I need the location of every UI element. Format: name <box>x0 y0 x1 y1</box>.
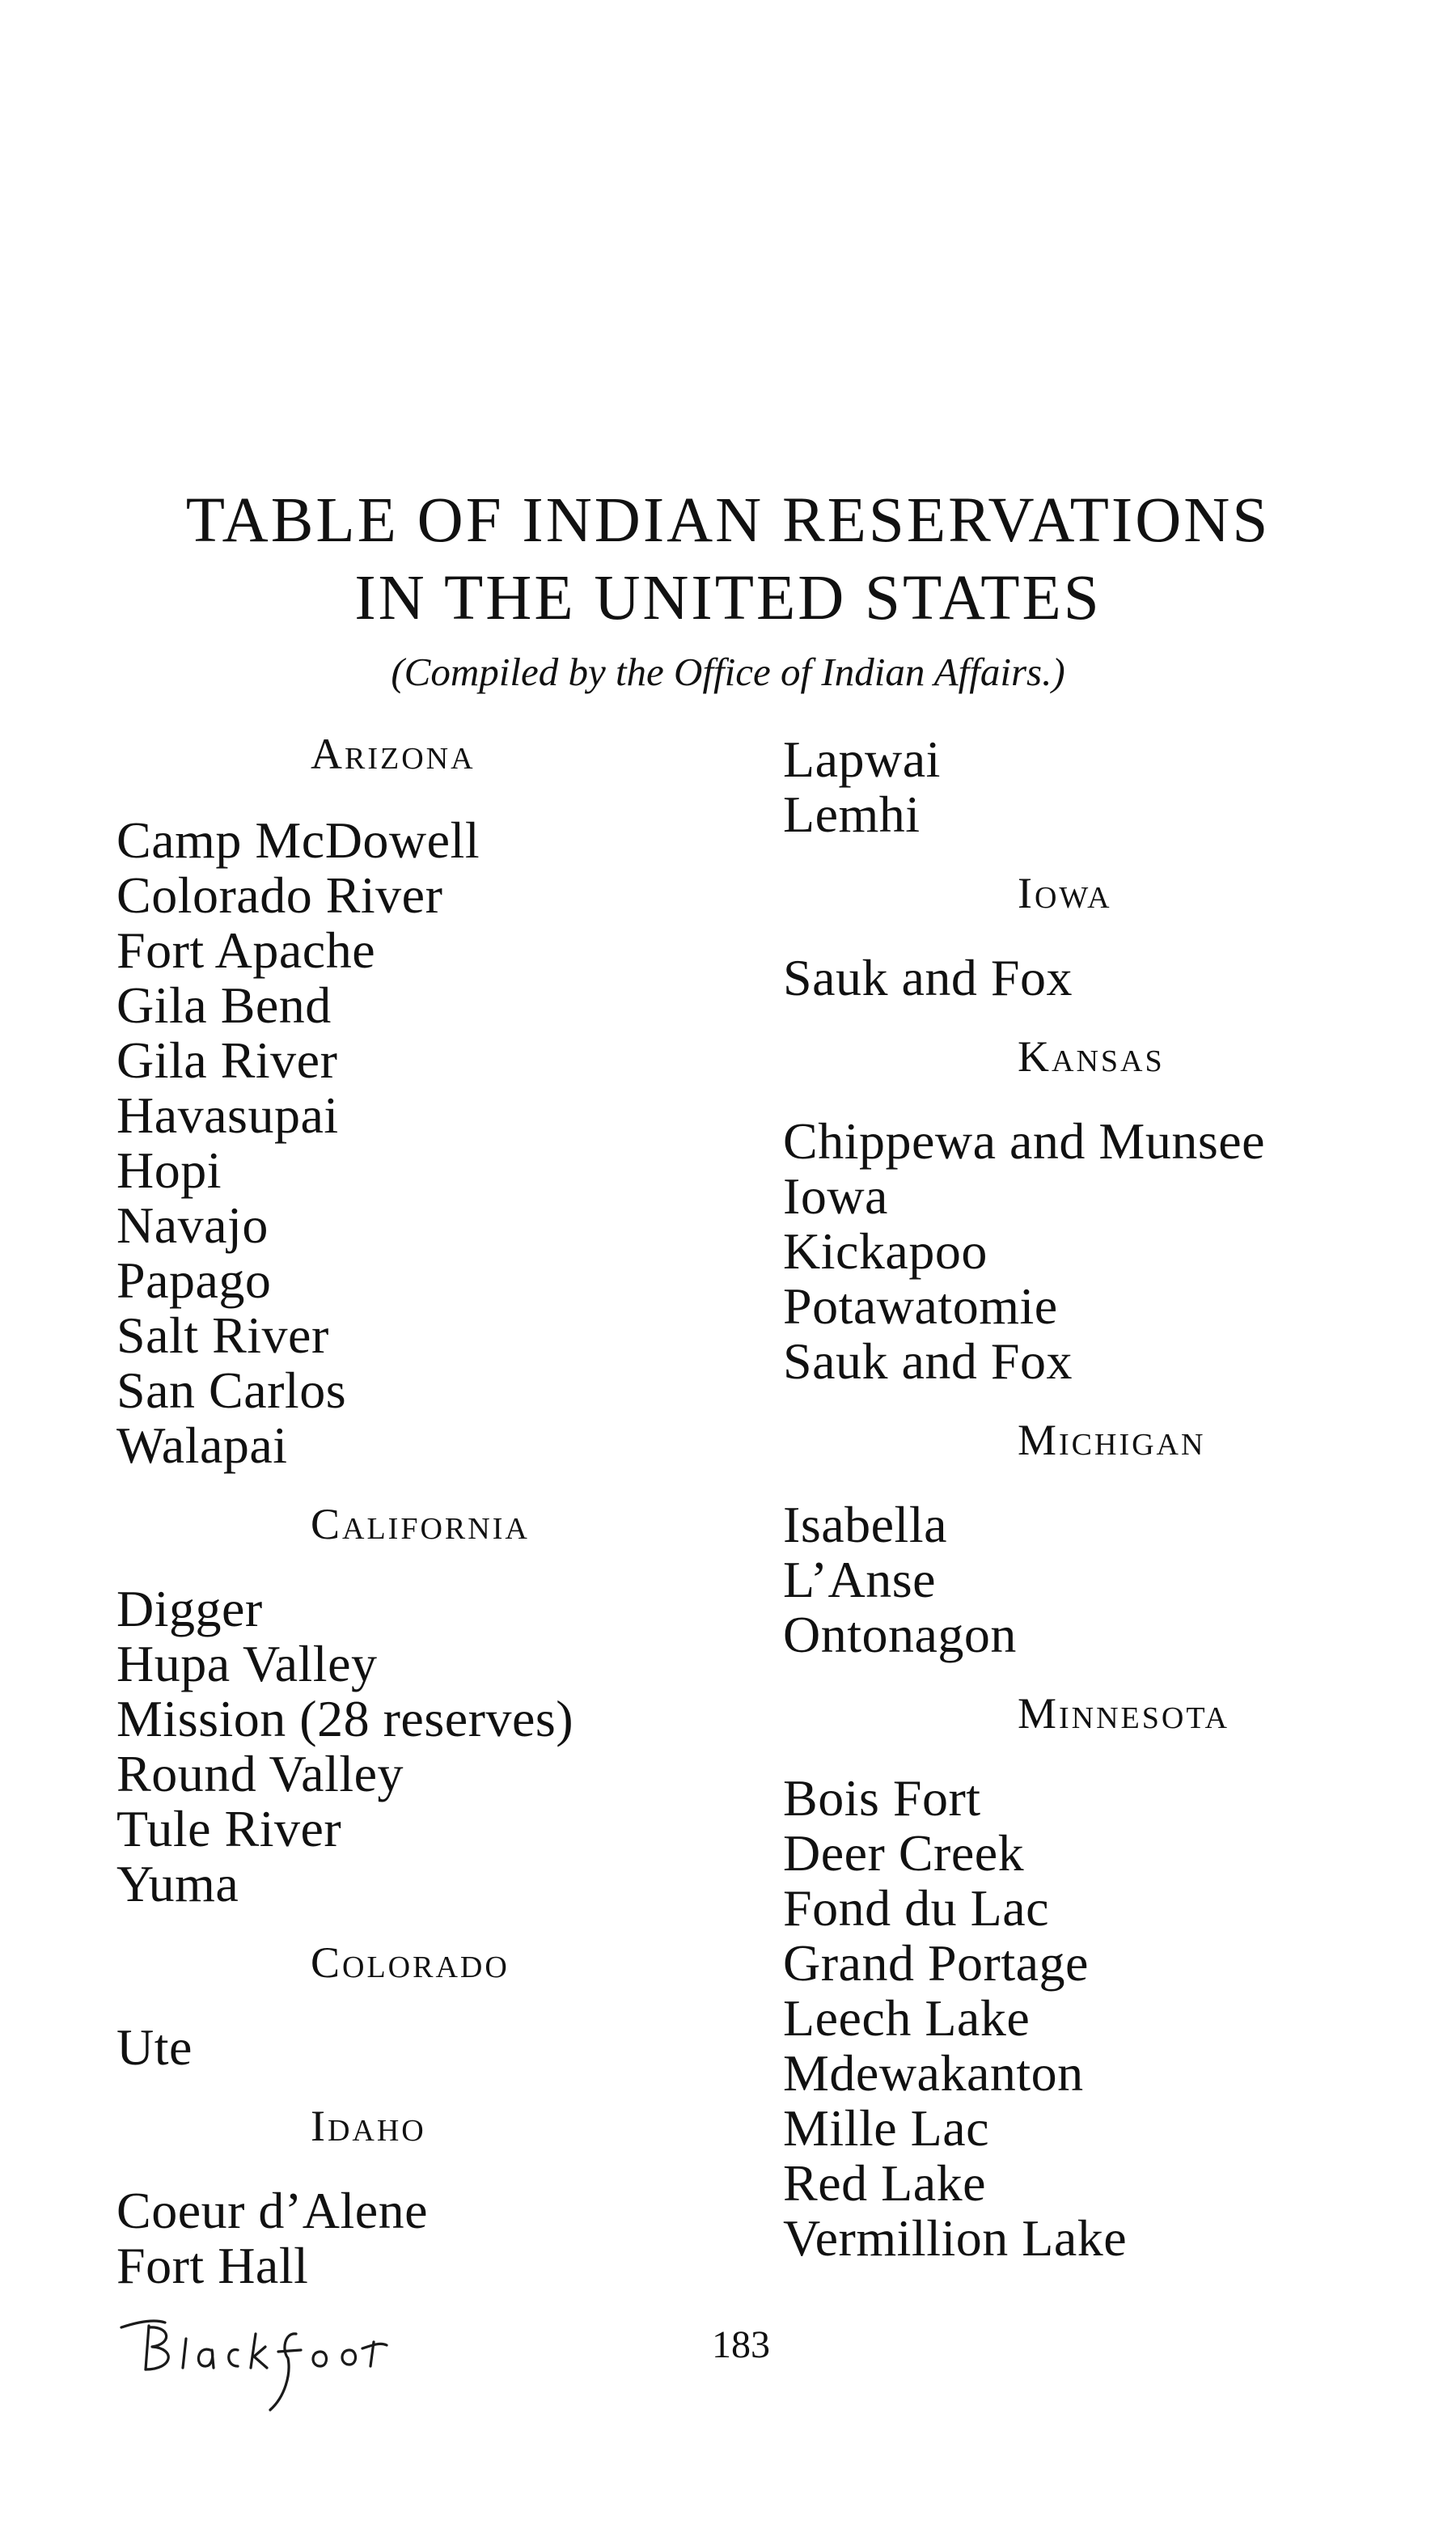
list-item: Potawatomie <box>783 1277 1058 1335</box>
state-section-california <box>116 1502 683 1912</box>
list-item: Lapwai <box>783 730 941 788</box>
list-item: Fond du Lac <box>783 1879 1049 1937</box>
state-heading-iowa: Iowa <box>1018 869 1112 917</box>
list-item: Digger <box>116 1580 263 1637</box>
list-item: Papago <box>116 1251 272 1309</box>
list-item: Vermillion Lake <box>783 2209 1128 2267</box>
list-item: Deer Creek <box>783 1824 1025 1882</box>
list-item: Hopi <box>116 1141 222 1199</box>
list-item: Fort Hall <box>116 2237 309 2294</box>
reservation-list-michigan <box>783 1497 1398 1662</box>
list-item: Yuma <box>116 1855 239 1912</box>
list-item: Sauk and Fox <box>783 949 1073 1006</box>
reservation-list-kansas <box>783 1114 1398 1389</box>
list-item: Red Lake <box>783 2154 986 2212</box>
state-section-colorado <box>116 1938 683 2076</box>
state-section-michigan <box>783 1418 1398 1662</box>
list-item: L’Anse <box>783 1551 937 1608</box>
state-heading-kansas: Kansas <box>1018 1032 1165 1081</box>
list-item: Colorado River <box>116 866 443 924</box>
state-heading-arizona: Arizona <box>311 730 476 778</box>
list-item: Walapai <box>116 1416 288 1474</box>
list-item: Havasupai <box>116 1086 339 1144</box>
list-item: Coeur d’Alene <box>116 2182 429 2239</box>
page-title-line-1: TABLE OF INDIAN RESERVATIONS <box>185 485 1271 556</box>
list-item: Round Valley <box>116 1745 404 1802</box>
reservation-list-california <box>116 1582 683 1912</box>
list-item: Ute <box>116 2018 193 2076</box>
reservation-list-idaho-continued <box>783 732 1398 842</box>
state-section-iowa <box>783 871 1398 1006</box>
list-item: Navajo <box>116 1196 269 1254</box>
list-item: Gila Bend <box>116 976 332 1034</box>
reservation-list-colorado <box>116 2020 683 2075</box>
page-number: 183 <box>712 2323 770 2366</box>
state-heading-minnesota: Minnesota <box>1018 1689 1230 1738</box>
state-heading-idaho: Idaho <box>311 2102 426 2150</box>
list-item: Grand Portage <box>783 1934 1089 1992</box>
list-item: Isabella <box>783 1496 947 1553</box>
list-item: Salt River <box>116 1306 329 1364</box>
list-item: Fort Apache <box>116 921 376 979</box>
state-heading-california: California <box>311 1500 530 1548</box>
list-item: Kickapoo <box>783 1222 988 1280</box>
reservation-list-idaho <box>116 2183 683 2293</box>
list-item: Sauk and Fox <box>783 1332 1073 1390</box>
state-section-idaho <box>116 2104 683 2293</box>
reservation-list-arizona <box>116 813 683 1473</box>
state-heading-colorado: Colorado <box>311 1938 510 1987</box>
page-title-line-2: IN THE UNITED STATES <box>354 563 1102 633</box>
list-item: Camp McDowell <box>116 811 480 869</box>
list-item: Iowa <box>783 1167 888 1225</box>
list-item: Chippewa and Munsee <box>783 1112 1266 1170</box>
list-item: Mdewakanton <box>783 2044 1084 2102</box>
state-section-minnesota <box>783 1689 1398 2267</box>
handwritten-annotation <box>116 2310 456 2415</box>
state-section-idaho-continued <box>783 732 1398 842</box>
reservation-list-iowa <box>783 951 1398 1006</box>
list-item: San Carlos <box>116 1361 347 1419</box>
left-column <box>116 732 683 2293</box>
state-heading-michigan: Michigan <box>1018 1416 1206 1464</box>
reservation-list-minnesota <box>783 1771 1398 2266</box>
state-section-arizona <box>116 732 683 1473</box>
list-item: Hupa Valley <box>116 1635 378 1692</box>
list-item: Mission (28 reserves) <box>116 1690 574 1747</box>
list-item: Tule River <box>116 1800 342 1857</box>
list-item: Lemhi <box>783 786 921 843</box>
page-subtitle: (Compiled by the Office of Indian Affairs.) <box>391 650 1065 694</box>
state-section-kansas <box>783 1032 1398 1390</box>
list-item: Leech Lake <box>783 1989 1031 2047</box>
right-column <box>783 732 1398 2266</box>
list-item: Mille Lac <box>783 2099 990 2157</box>
list-item: Bois Fort <box>783 1769 981 1827</box>
list-item: Ontonagon <box>783 1606 1017 1663</box>
list-item: Gila River <box>116 1031 338 1089</box>
